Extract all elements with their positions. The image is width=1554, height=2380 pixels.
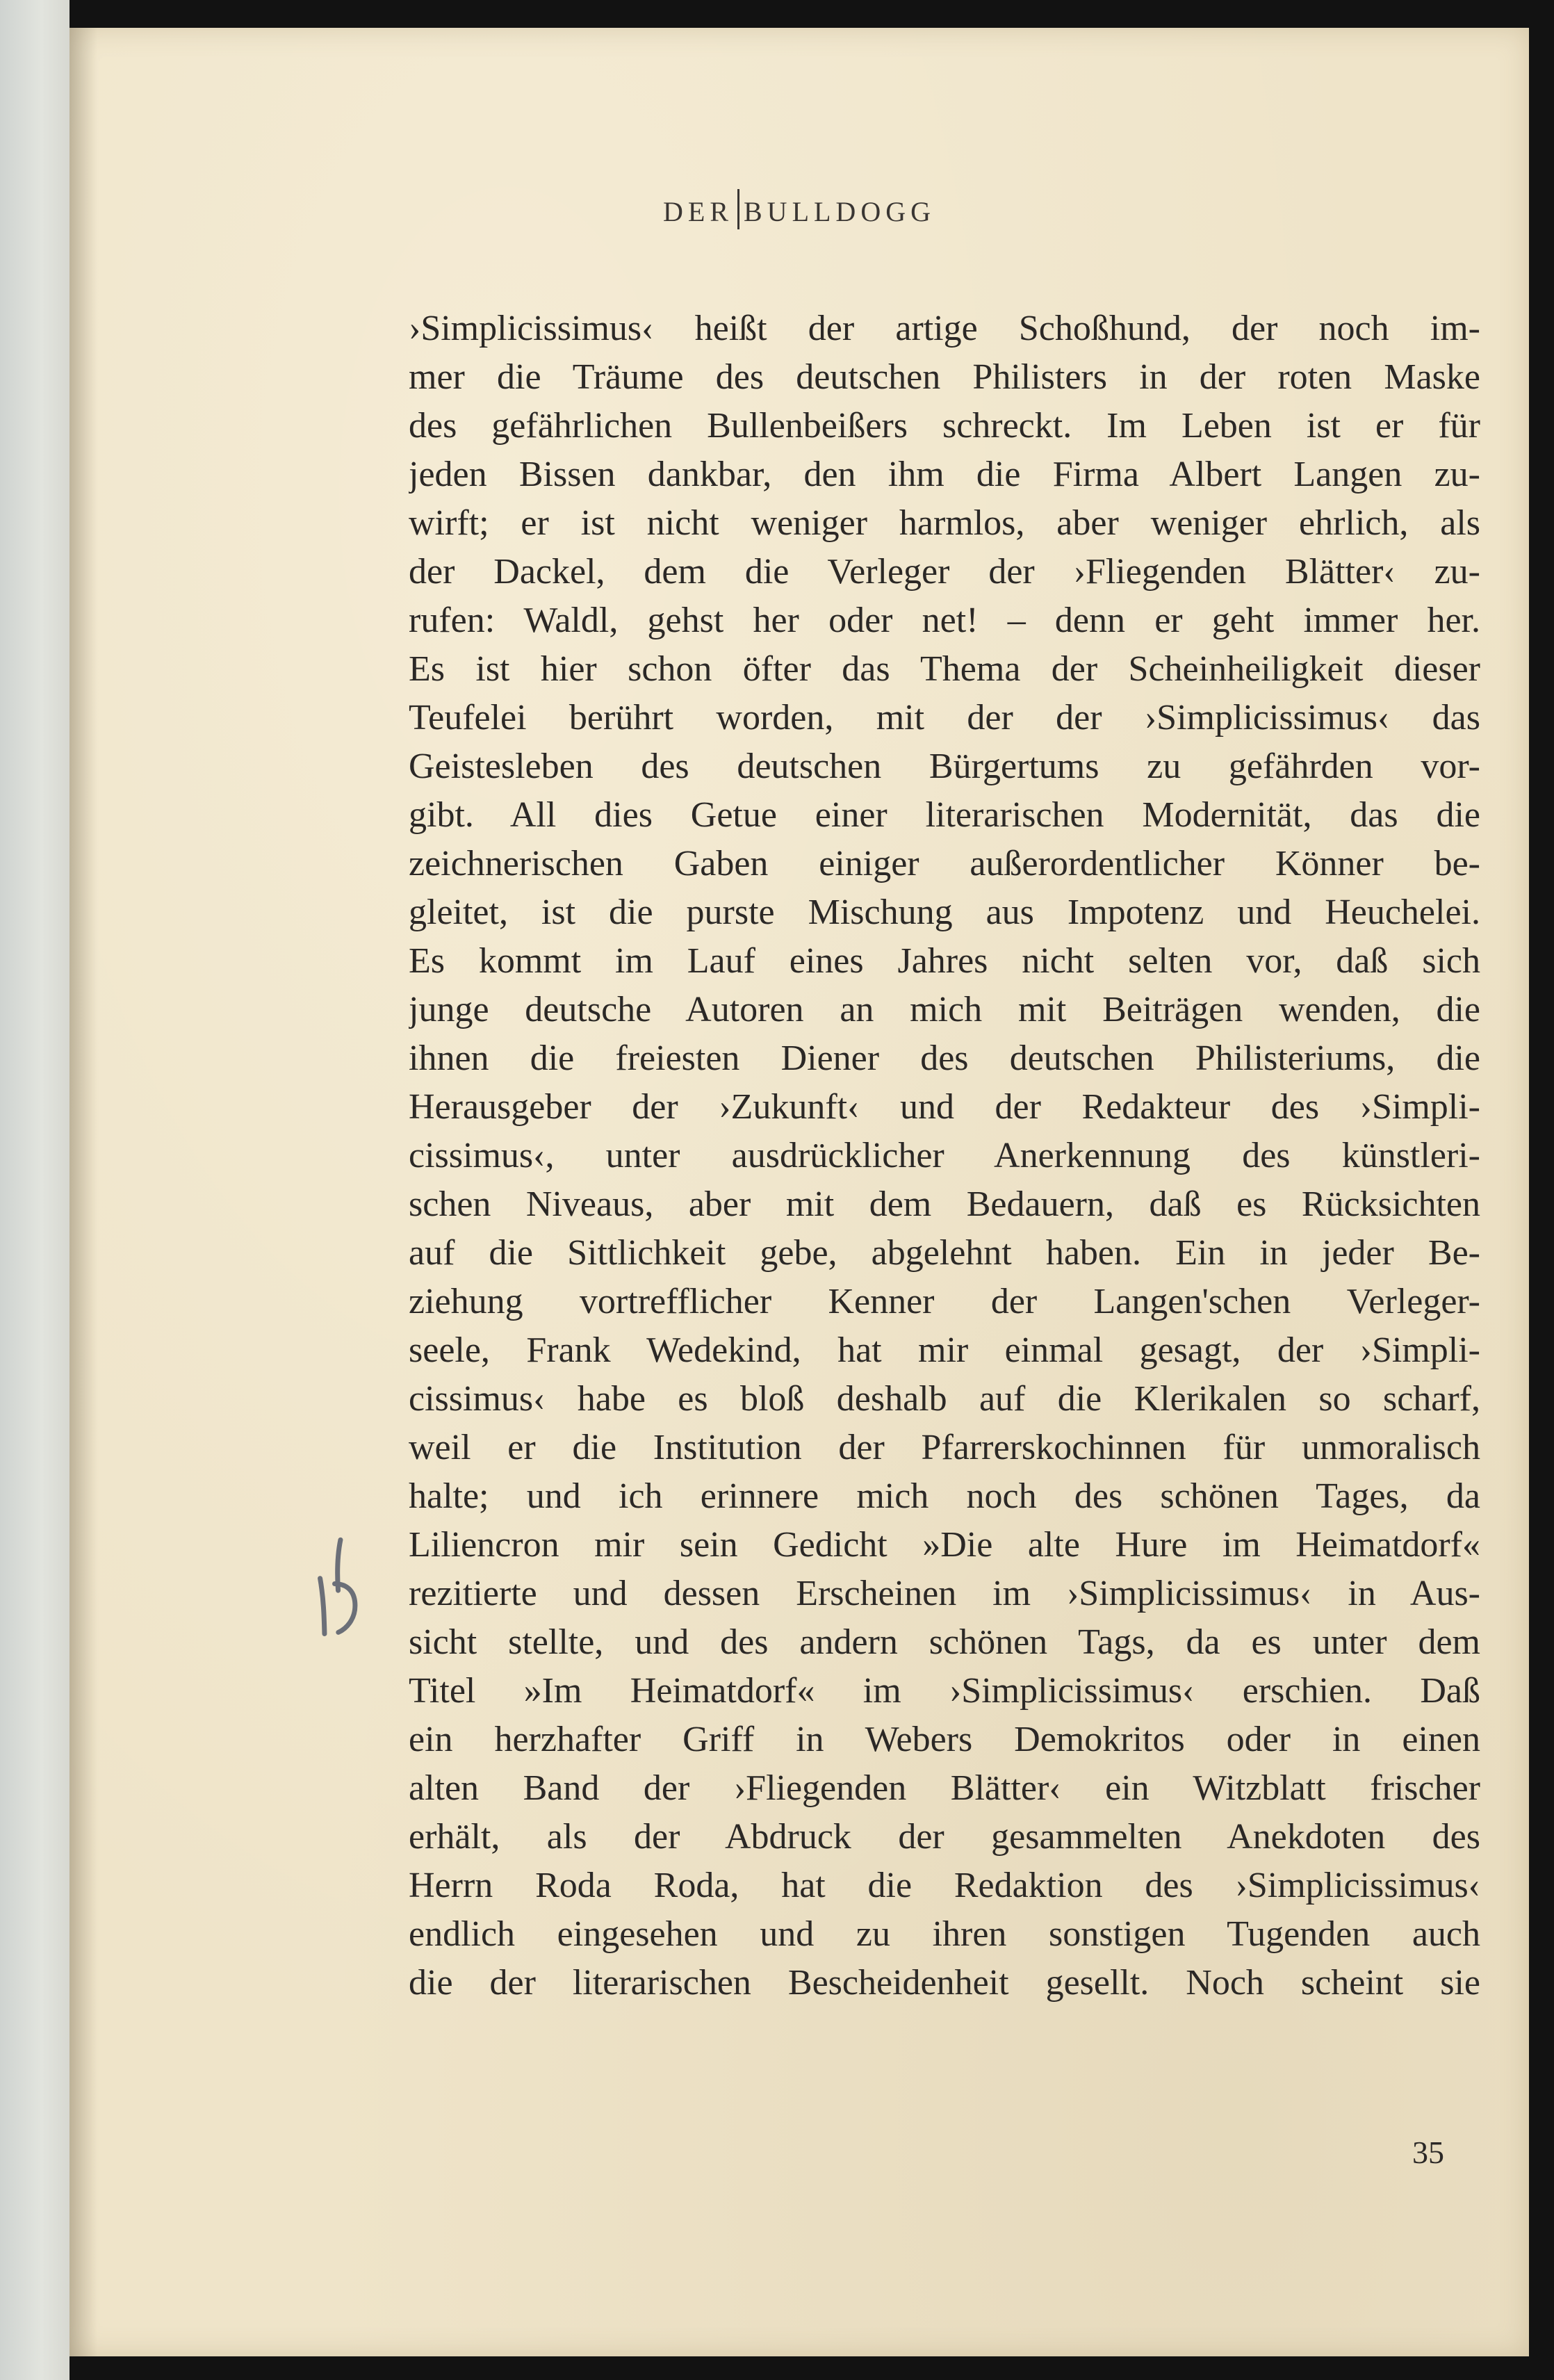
running-head-left: DER bbox=[663, 196, 733, 227]
page-number: 35 bbox=[1412, 2135, 1444, 2170]
adjacent-page-edge bbox=[0, 0, 69, 2380]
text-line: ein herzhafter Griff in Webers Demokritos oder in einen bbox=[409, 1720, 1480, 1759]
text-line: der Dackel, dem die Verleger der ›Fliegenden Blätter‹ zu- bbox=[409, 552, 1480, 592]
fold-shadow bbox=[69, 28, 97, 2356]
text-line: cissimus‹ habe es bloß deshalb auf die Klerikalen so scharf, bbox=[409, 1379, 1480, 1419]
text-line: junge deutsche Autoren an mich mit Beiträgen wenden, die bbox=[409, 990, 1480, 1029]
text-line: gleitet, ist die purste Mischung aus Impotenz und Heuchelei. bbox=[409, 892, 1480, 932]
text-line: cissimus‹, unter ausdrücklicher Anerkennung des künstleri- bbox=[409, 1136, 1480, 1175]
text-line: weil er die Institution der Pfarrerskochinnen für unmoralisch bbox=[409, 1428, 1480, 1467]
text-line: mer die Träume des deutschen Philisters in der roten Maske bbox=[409, 357, 1480, 397]
text-line: Herrn Roda Roda, hat die Redaktion des ›Simplicissimus‹ bbox=[409, 1866, 1480, 1905]
running-head bbox=[69, 189, 1529, 229]
text-line: Es kommt im Lauf eines Jahres nicht selten vor, daß sich bbox=[409, 941, 1480, 981]
text-line: erhält, als der Abdruck der gesammelten Anekdoten des bbox=[409, 1817, 1480, 1857]
body-text bbox=[409, 304, 1480, 2007]
text-line: Herausgeber der ›Zukunft‹ und der Redakteur des ›Simpli- bbox=[409, 1087, 1480, 1127]
text-line: gibt. All dies Getue einer literarischen Modernität, das die bbox=[409, 795, 1480, 835]
text-line: Titel »Im Heimatdorf« im ›Simplicissimus‹ erschien. Daß bbox=[409, 1671, 1480, 1711]
text-line: zeichnerischen Gaben einiger außerordentlicher Könner be- bbox=[409, 844, 1480, 883]
pencil-annotation-icon bbox=[302, 1532, 375, 1643]
text-line: ziehung vortrefflicher Kenner der Langen'schen Verleger- bbox=[409, 1282, 1480, 1321]
text-line: ihnen die freiesten Diener des deutschen Philisteriums, die bbox=[409, 1038, 1480, 1078]
text-line: schen Niveaus, aber mit dem Bedauern, daß es Rücksichten bbox=[409, 1184, 1480, 1224]
text-line: jeden Bissen dankbar, den ihm die Firma Albert Langen zu- bbox=[409, 455, 1480, 494]
text-line: Liliencron mir sein Gedicht »Die alte Hure im Heimatdorf« bbox=[409, 1525, 1480, 1565]
running-head-right: BULLDOGG bbox=[744, 196, 935, 227]
text-line: die der literarischen Bescheidenheit gesellt. Noch scheint sie bbox=[409, 1963, 1480, 2003]
text-line: Teufelei berührt worden, mit der der ›Simplicissimus‹ das bbox=[409, 698, 1480, 737]
text-line: rufen: Waldl, gehst her oder net! – denn er geht immer her. bbox=[409, 601, 1480, 640]
text-line: Geistesleben des deutschen Bürgertums zu gefährden vor- bbox=[409, 747, 1480, 786]
text-line: halte; und ich erinnere mich noch des schönen Tages, da bbox=[409, 1476, 1480, 1516]
text-line: wirft; er ist nicht weniger harmlos, aber weniger ehrlich, als bbox=[409, 503, 1480, 543]
text-line: ›Simplicissimus‹ heißt der artige Schoßhund, der noch im- bbox=[409, 309, 1480, 348]
text-line: sicht stellte, und des andern schönen Tags, da es unter dem bbox=[409, 1622, 1480, 1662]
text-line: auf die Sittlichkeit gebe, abgelehnt haben. Ein in jeder Be- bbox=[409, 1233, 1480, 1273]
text-line: seele, Frank Wedekind, hat mir einmal gesagt, der ›Simpli- bbox=[409, 1330, 1480, 1370]
text-line: des gefährlichen Bullenbeißers schreckt. Im Leben ist er für bbox=[409, 406, 1480, 446]
text-line: alten Band der ›Fliegenden Blätter‹ ein Witzblatt frischer bbox=[409, 1768, 1480, 1808]
text-line: Es ist hier schon öfter das Thema der Scheinheiligkeit dieser bbox=[409, 649, 1480, 689]
gutter-mark bbox=[737, 189, 739, 229]
text-line: endlich eingesehen und zu ihren sonstigen Tugenden auch bbox=[409, 1914, 1480, 1954]
text-line: rezitierte und dessen Erscheinen im ›Simplicissimus‹ in Aus- bbox=[409, 1574, 1480, 1613]
book-page bbox=[69, 28, 1529, 2356]
